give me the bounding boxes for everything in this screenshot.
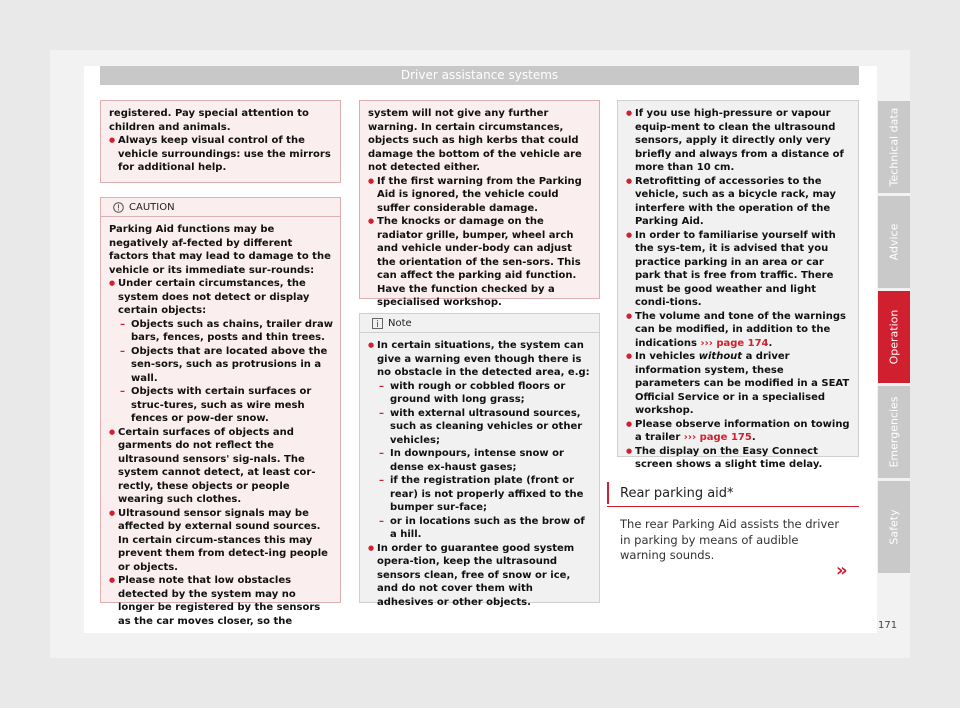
continue-arrow-icon: » (836, 560, 848, 581)
caution-bullet: ● Under certain circumstances, the system does not detect or display certain objects: (109, 277, 333, 318)
caution-dash: – Objects with certain surfaces or struc-tures, such as wire mesh fences or pow-der snow. (109, 385, 333, 426)
warning-continuation-box (100, 100, 341, 183)
caution-icon (113, 202, 124, 213)
tab-emergencies[interactable]: Emergencies (878, 386, 910, 478)
tab-advice[interactable]: Advice (878, 196, 910, 288)
info-icon (372, 318, 383, 329)
emphasis-text: without (698, 351, 743, 362)
warning-text: registered. Pay special attention to children and animals. (109, 108, 309, 133)
caution-bullet: ● If the first warning from the Parking Aid is ignored, the vehicle could suffer considerable damage. (368, 175, 592, 216)
note-bullet: ● In certain situations, the system can give a warning even though there is no obstacle in the detected area, e.g: (368, 339, 592, 380)
caution-box (100, 197, 341, 627)
note-bullet: ● The display on the Easy Connect screen shows a slight time delay. (626, 445, 851, 472)
page-reference-link[interactable]: page 175 (699, 432, 752, 443)
tab-safety[interactable]: Safety (878, 481, 910, 573)
caution-text: system will not give any further warning. In certain circumstances, objects such as high kerbs that could damage the bottom of the vehicle are not detected either. (368, 108, 582, 173)
section-body-text: The rear Parking Aid assists the driver in parking by means of audible warning sounds. (620, 517, 840, 562)
caution-bullet: ● Ultrasound sensor signals may be affected by external sound sources. In certain circum-stances this may prevent them from detect-ing people or objects. (109, 507, 333, 575)
caution-dash: – Objects that are located above the sen-sors, such as protrusions in a wall. (109, 345, 333, 386)
chapter-tabs (878, 101, 910, 576)
caution-title: CAUTION (129, 202, 175, 213)
note-bullet: ● If you use high-pressure or vapour equip-ment to clean the ultrasound sensors, apply it directly only very briefly and always from a distance of more than 10 cm. (626, 107, 851, 175)
section-title-accent (607, 482, 609, 504)
note-bullet: ● Please observe information on towing a trailer ››› page 175. (626, 418, 851, 445)
note-continuation-box (617, 100, 859, 470)
caution-header (101, 198, 340, 217)
section-title-underline (607, 506, 859, 507)
section-title: Rear parking aid* (620, 486, 734, 501)
note-dash: – with rough or cobbled floors or ground with long grass; (368, 380, 592, 407)
cross-reference-arrow-icon: ››› (683, 432, 697, 443)
note-dash: – with external ultrasound sources, such as cleaning vehicles or other vehicles; (368, 407, 592, 448)
note-dash: – In downpours, intense snow or dense ex-haust gases; (368, 447, 592, 474)
note-box (359, 313, 600, 608)
page-number: 171 (878, 620, 898, 631)
note-bullet: ● The volume and tone of the warnings can be modified, in addition to the indications ››› page 174. (626, 310, 851, 351)
note-bullet: ● In order to familiarise yourself with the sys-tem, it is advised that you practice parking in an area or car park that is free from traffic. There must be good weather and light condi-tions. (626, 229, 851, 310)
tab-technical-data[interactable]: Technical data (878, 101, 910, 193)
tab-operation[interactable]: Operation (878, 291, 910, 383)
note-dash: – if the registration plate (front or rear) is not properly affixed to the bumper sur-face; (368, 474, 592, 515)
caution-intro: Parking Aid functions may be negatively af-fected by different factors that may lead to damage to the vehicle or its immediate sur-rounds: (109, 224, 331, 276)
note-bullet: ● In vehicles without a driver information system, these parameters can be modified in a SEAT Official Service or in a specialised workshop. (626, 350, 851, 418)
warning-bullet: ● Always keep visual control of the vehicle surroundings: use the mirrors for additional help. (109, 134, 333, 175)
note-header (360, 314, 599, 333)
caution-bullet: ● The knocks or damage on the radiator grille, bumper, wheel arch and vehicle under-body can adjust the orientation of the sen-sors. This can affect the parking aid function. Have the function checked by a specialised workshop. (368, 215, 592, 310)
note-bullet: ● Retrofitting of accessories to the vehicle, such as a bicycle rack, may interfere with the operation of the Parking Aid. (626, 175, 851, 229)
caution-bullet: ● Certain surfaces of objects and garments do not reflect the ultrasound sensors' sig-nals. The system cannot detect, at least cor-rectly, these objects or people wearing such clothes. (109, 426, 333, 507)
note-bullet: ● In order to guarantee good system opera-tion, keep the ultrasound sensors clean, free of snow or ice, and do not cover them with adhesives or other objects. (368, 542, 592, 610)
cross-reference-arrow-icon: ››› (700, 337, 713, 349)
running-header: Driver assistance systems (100, 66, 859, 85)
note-title: Note (388, 318, 412, 329)
page-reference-link[interactable]: page 174 (716, 337, 769, 349)
caution-bullet: ● Please note that low obstacles detected by the system may no longer be registered by the sensors as the car moves closer, so the (109, 574, 333, 628)
caution-continuation-box (359, 100, 600, 308)
note-dash: – or in locations such as the brow of a hill. (368, 515, 592, 542)
caution-dash: – Objects such as chains, trailer draw bars, fences, posts and thin trees. (109, 318, 333, 345)
